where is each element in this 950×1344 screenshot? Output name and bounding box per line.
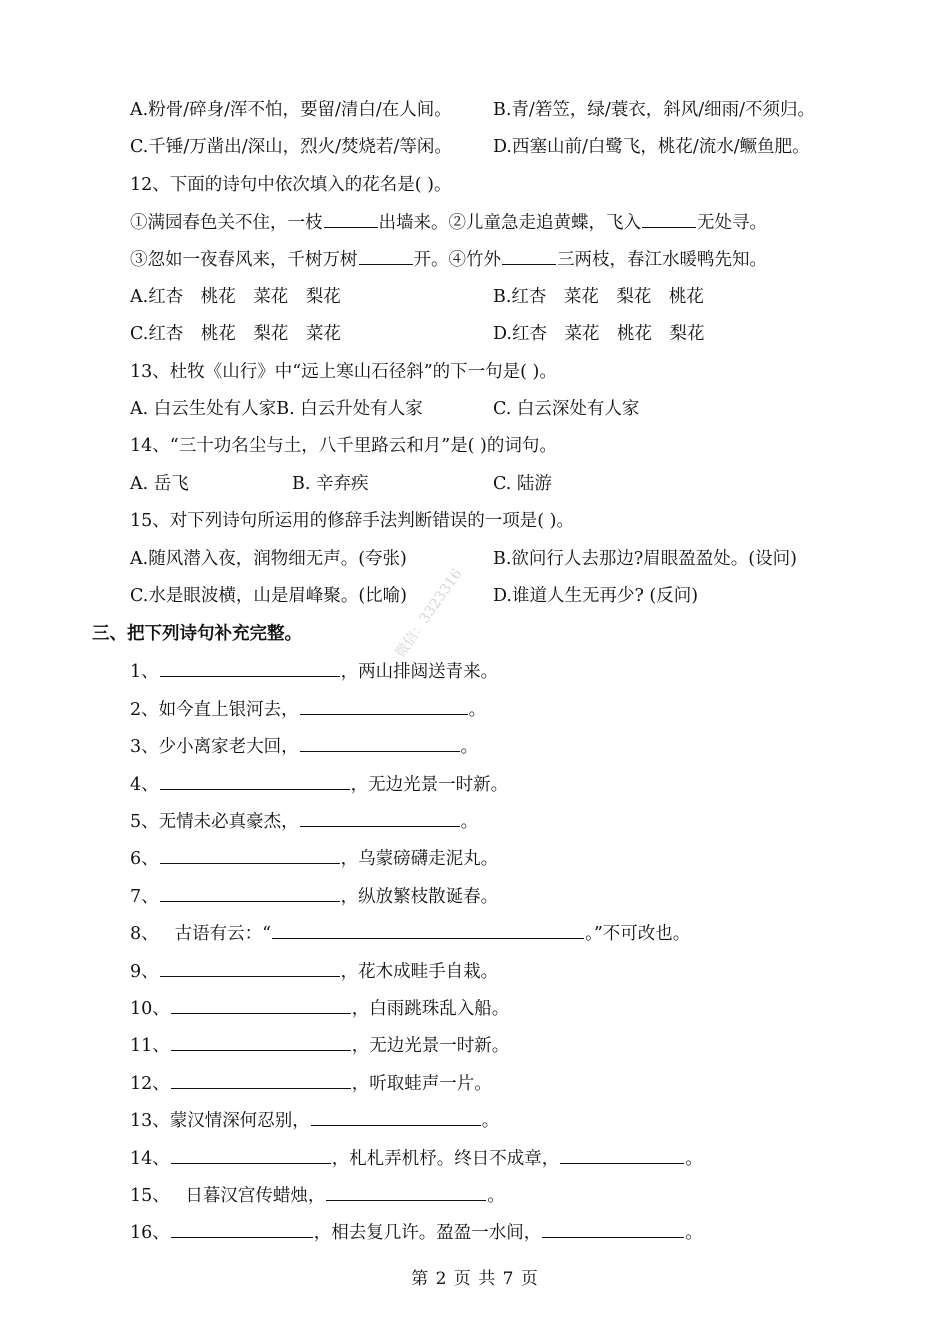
- item-text: ，无边光景一时新。: [350, 775, 509, 795]
- q15-option-c: C.水是眼波横，山是眉峰聚。(比喻): [130, 586, 407, 606]
- answer-blank[interactable]: [160, 959, 340, 977]
- fill-item-13: [130, 1108, 499, 1133]
- q12-stem: 12、下面的诗句中依次填入的花名是( )。: [130, 175, 452, 195]
- item-text: ，两山排闼送青来。: [340, 662, 499, 682]
- item-text: ，白雨跳珠乱入船。: [351, 999, 510, 1019]
- answer-blank[interactable]: [171, 996, 351, 1014]
- answer-blank[interactable]: [311, 1108, 481, 1126]
- item-number: 8、: [130, 924, 159, 944]
- item-text: ，札札弄机杼。终日不成章，: [331, 1149, 560, 1169]
- fill-item-9: [130, 959, 498, 984]
- fill-item-1: [130, 659, 498, 684]
- fill-item-6: [130, 846, 498, 871]
- item-text: ，乌蒙磅礴走泥丸。: [340, 849, 499, 869]
- item-number: 10、: [130, 999, 170, 1019]
- fill-item-7: [130, 884, 498, 909]
- fill-item-4: [130, 772, 508, 797]
- q15-option-b: B.欲问行人去那边?眉眼盈盈处。(设问): [493, 549, 797, 569]
- answer-blank[interactable]: [160, 659, 340, 677]
- fill-item-16: [130, 1220, 703, 1245]
- item-text: 。: [685, 1149, 703, 1169]
- q12-blank-4[interactable]: [502, 247, 556, 265]
- q14-option-a: A. 岳飞: [130, 474, 189, 494]
- q13-stem: 13、杜牧《山行》中“远上寒山石径斜”的下一句是( )。: [130, 362, 557, 382]
- fill-item-10: [130, 996, 509, 1021]
- item-number: 5、: [130, 812, 159, 832]
- answer-blank[interactable]: [272, 921, 584, 939]
- item-text: 少小离家老大回，: [158, 737, 299, 757]
- item-number: 9、: [130, 962, 159, 982]
- q11-option-d: D.西塞山前/白鹭飞，桃花/流水/鳜鱼肥。: [493, 137, 810, 157]
- item-text: 无情未必真豪杰，: [158, 812, 299, 832]
- item-text: 。: [468, 700, 487, 720]
- q12-s1-part-b: 出墙来。②儿童急走追黄蝶，飞入: [378, 213, 641, 233]
- item-text: ，无边光景一时新。: [351, 1036, 510, 1056]
- q12-option-a: A.红杏 桃花 菜花 梨花: [130, 287, 341, 307]
- answer-blank[interactable]: [160, 884, 340, 902]
- q11-option-a: A.粉骨/碎身/浑不怕，要留/清白/在人间。: [130, 100, 452, 120]
- q14-option-c: C. 陆游: [493, 474, 552, 494]
- answer-blank[interactable]: [160, 846, 340, 864]
- item-number: 11、: [130, 1036, 170, 1056]
- item-number: 15、: [130, 1186, 170, 1206]
- page-footer: 第 2 页 共 7 页: [411, 1269, 539, 1289]
- item-text: 。: [685, 1223, 703, 1243]
- item-text: 古语有云：“: [174, 924, 272, 944]
- item-text: ，花木成畦手自栽。: [340, 962, 499, 982]
- q11-option-b: B.青/箬笠，绿/蓑衣，斜风/细雨/不须归。: [493, 100, 816, 120]
- q12-s2-part-c: 三两枝，春江水暖鸭先知。: [557, 250, 767, 270]
- fill-item-8: [130, 921, 690, 946]
- item-number: 3、: [130, 737, 159, 757]
- answer-blank[interactable]: [300, 697, 468, 715]
- item-text: ，听取蛙声一片。: [351, 1074, 492, 1094]
- fill-item-12: [130, 1071, 492, 1096]
- section-3-heading: 三、把下列诗句补充完整。: [92, 624, 302, 644]
- fill-item-15: [130, 1183, 505, 1208]
- q15-option-a: A.随风潜入夜，润物细无声。(夸张): [130, 549, 407, 569]
- q12-s1-part-a: ①满园春色关不住，一枝: [130, 213, 323, 233]
- answer-blank[interactable]: [171, 1071, 351, 1089]
- item-text: 。: [481, 1111, 500, 1131]
- q15-stem: 15、对下列诗句所运用的修辞手法判断错误的一项是( )。: [130, 511, 574, 531]
- answer-blank[interactable]: [160, 772, 350, 790]
- item-number: 13、: [130, 1111, 170, 1131]
- answer-blank[interactable]: [326, 1183, 486, 1201]
- q12-s1-part-c: 无处寻。: [697, 213, 767, 233]
- q12-s2-part-a: ③忽如一夜春风来，千树万树: [130, 250, 358, 270]
- fill-item-11: [130, 1033, 509, 1058]
- q12-blank-2[interactable]: [642, 210, 696, 228]
- item-text: 蒙汉情深何忍别，: [169, 1111, 310, 1131]
- item-number: 2、: [130, 700, 159, 720]
- answer-blank[interactable]: [560, 1146, 684, 1164]
- item-number: 4、: [130, 775, 159, 795]
- answer-blank[interactable]: [542, 1220, 684, 1238]
- item-text: 日暮汉宫传蜡烛，: [179, 1186, 326, 1206]
- item-text: ，相去复几许。盈盈一水间，: [313, 1223, 542, 1243]
- item-text: 如今直上银河去，: [158, 700, 299, 720]
- item-text: 。: [460, 812, 479, 832]
- q13-option-ab: A. 白云生处有人家B. 白云升处有人家: [130, 399, 423, 419]
- q12-sentence-2: [130, 247, 767, 272]
- item-text: 。: [460, 737, 479, 757]
- item-number: 14、: [130, 1149, 170, 1169]
- fill-item-14: [130, 1146, 703, 1171]
- item-text: ，纵放繁枝散诞春。: [340, 887, 499, 907]
- fill-item-2: [130, 697, 486, 722]
- item-number: 1、: [130, 662, 159, 682]
- item-number: 6、: [130, 849, 159, 869]
- q14-option-b: B. 辛弃疾: [292, 474, 369, 494]
- q11-option-c: C.千锤/万凿出/深山，烈火/焚烧若/等闲。: [130, 137, 452, 157]
- q14-stem: 14、“三十功名尘与土，八千里路云和月”是( )的词句。: [130, 436, 557, 456]
- q12-option-b: B.红杏 菜花 梨花 桃花: [493, 287, 704, 307]
- q12-option-c: C.红杏 桃花 梨花 菜花: [130, 324, 341, 344]
- q12-sentence-1: [130, 210, 767, 235]
- q12-s2-part-b: 开。④竹外: [413, 250, 501, 270]
- fill-item-5: [130, 809, 478, 834]
- item-number: 7、: [130, 887, 159, 907]
- item-text: 。: [487, 1186, 505, 1206]
- q12-blank-3[interactable]: [359, 247, 413, 265]
- q13-option-c: C. 白云深处有人家: [493, 399, 640, 419]
- watermark: 微信：3323316: [392, 566, 466, 661]
- item-text: 。”不可改也。: [585, 924, 691, 944]
- q15-option-d: D.谁道人生无再少? (反问): [493, 586, 699, 606]
- answer-blank[interactable]: [171, 1033, 351, 1051]
- fill-item-3: [130, 734, 478, 759]
- answer-blank[interactable]: [171, 1146, 331, 1164]
- answer-blank[interactable]: [300, 809, 460, 827]
- answer-blank[interactable]: [300, 734, 460, 752]
- answer-blank[interactable]: [171, 1220, 313, 1238]
- item-number: 12、: [130, 1074, 170, 1094]
- item-number: 16、: [130, 1223, 170, 1243]
- q12-blank-1[interactable]: [324, 210, 378, 228]
- q12-option-d: D.红杏 菜花 桃花 梨花: [493, 324, 705, 344]
